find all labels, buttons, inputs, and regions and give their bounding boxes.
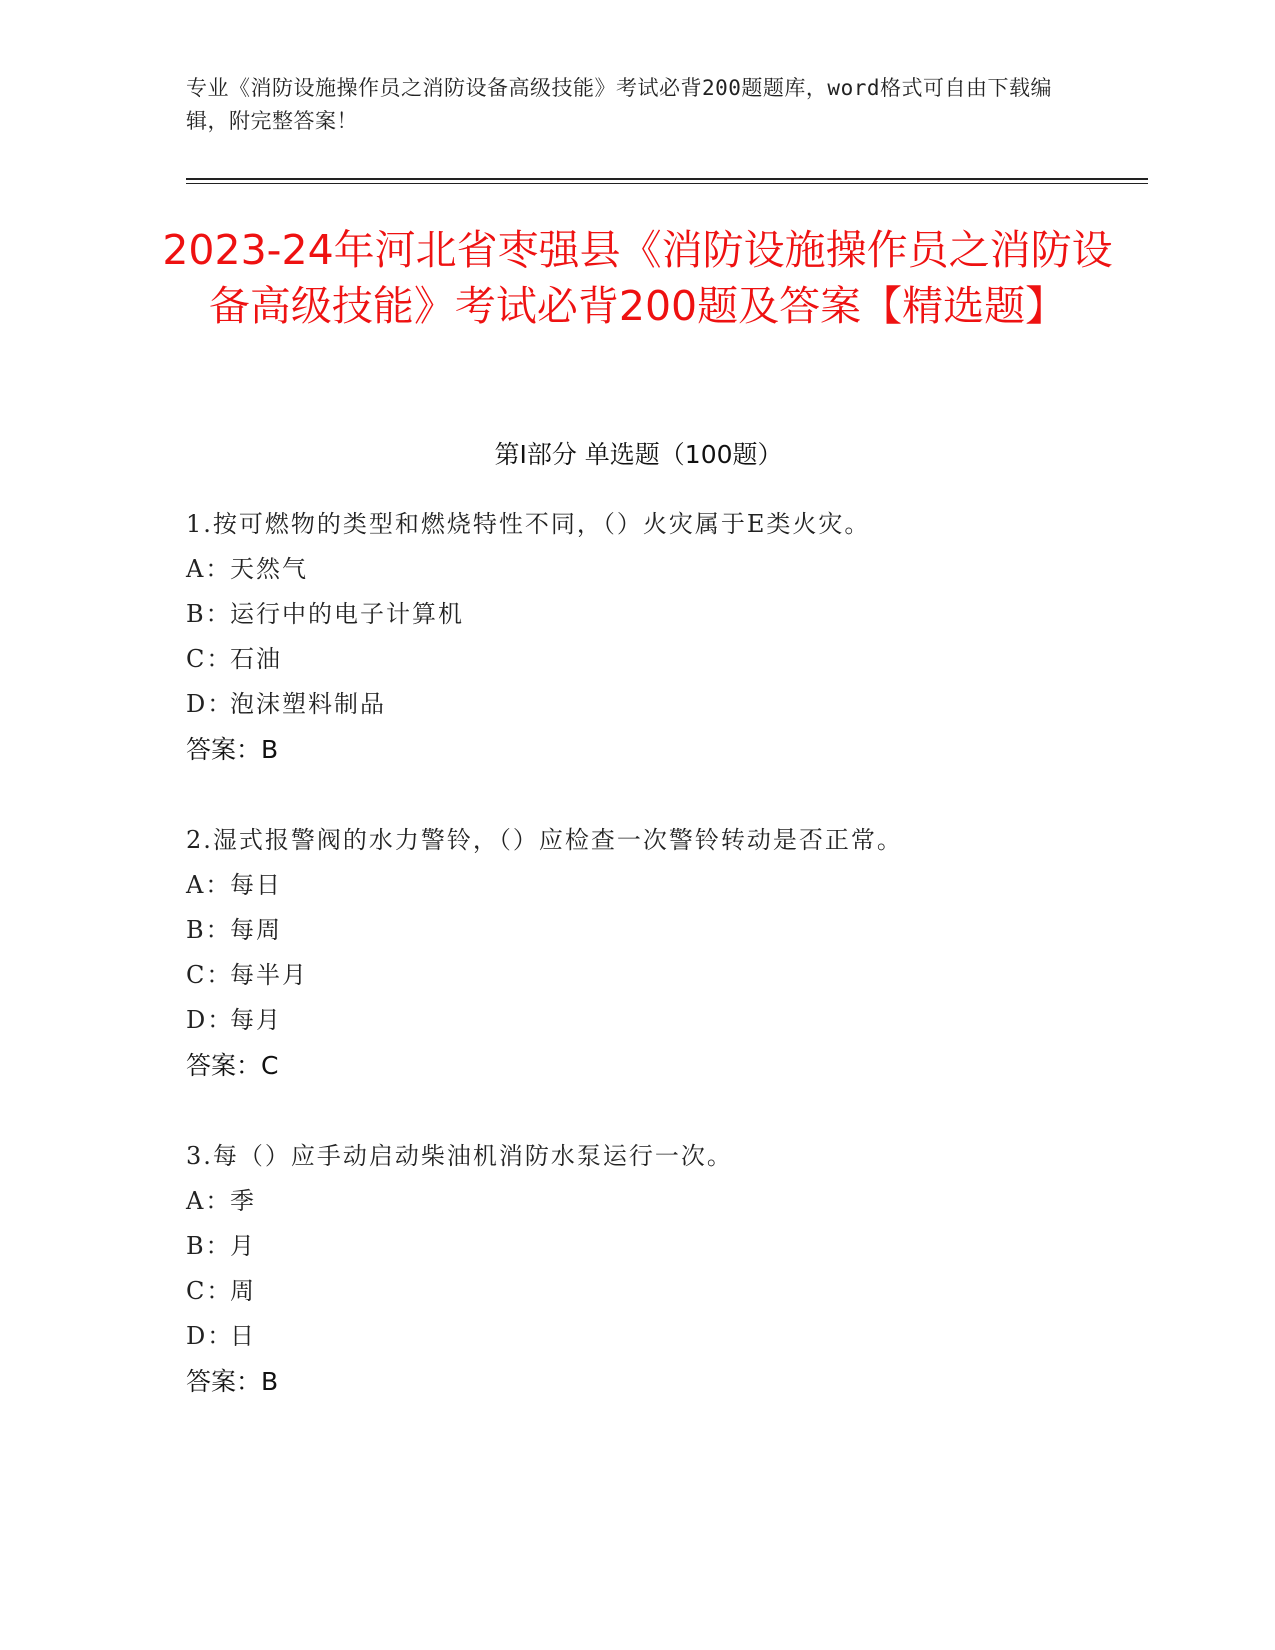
option-d <box>186 682 1086 727</box>
option-b <box>186 592 1086 637</box>
option-key: D： <box>186 690 234 718</box>
option-key: A： <box>186 555 232 583</box>
answer: 答案：C <box>186 1051 279 1080</box>
option-d <box>186 1314 1086 1359</box>
option-c <box>186 1269 1086 1314</box>
option-text: 泡沫塑料制品 <box>230 690 386 718</box>
option-key: C： <box>186 1277 233 1305</box>
option-key: A： <box>186 871 232 899</box>
document-title: 2023-24年河北省枣强县《消防设施操作员之消防设备高级技能》考试必背200题及答案【精选题】 <box>162 226 1113 330</box>
option-key: B： <box>186 1232 232 1260</box>
option-text: 每月 <box>230 1006 282 1034</box>
option-c <box>186 637 1086 682</box>
option-key: C： <box>186 961 233 989</box>
option-text: 日 <box>230 1322 256 1350</box>
option-key: D： <box>186 1006 234 1034</box>
header-divider-thick <box>186 178 1148 180</box>
option-a <box>186 863 1086 908</box>
option-a <box>186 1179 1086 1224</box>
section-title: 第Ⅰ部分 单选题（100题） <box>494 440 783 469</box>
option-text: 运行中的电子计算机 <box>230 600 464 628</box>
option-text: 天然气 <box>230 555 308 583</box>
option-b <box>186 1224 1086 1269</box>
option-key: D： <box>186 1322 234 1350</box>
option-text: 周 <box>230 1277 256 1305</box>
option-text: 每半月 <box>230 961 308 989</box>
option-text: 月 <box>230 1232 256 1260</box>
option-text: 每日 <box>230 871 282 899</box>
option-key: B： <box>186 600 232 628</box>
option-key: B： <box>186 916 232 944</box>
option-text: 每周 <box>230 916 282 944</box>
option-d <box>186 998 1086 1043</box>
option-c <box>186 953 1086 998</box>
question-3 <box>186 1134 1086 1404</box>
option-text: 石油 <box>230 645 282 673</box>
option-a <box>186 547 1086 592</box>
header-note: 专业《消防设施操作员之消防设备高级技能》考试必背200题题库，word格式可自由下载编辑，附完整答案！ <box>186 76 1052 133</box>
answer: 答案：B <box>186 1367 279 1396</box>
question-1 <box>186 502 1086 772</box>
question-stem: 1.按可燃物的类型和燃烧特性不同，（）火灾属于E类火灾。 <box>186 510 871 538</box>
option-key: A： <box>186 1187 232 1215</box>
option-key: C： <box>186 645 233 673</box>
answer: 答案：B <box>186 735 279 764</box>
question-2 <box>186 818 1086 1088</box>
option-text: 季 <box>230 1187 256 1215</box>
option-b <box>186 908 1086 953</box>
question-stem: 2.湿式报警阀的水力警铃，（）应检查一次警铃转动是否正常。 <box>186 826 903 854</box>
header-divider-thin <box>186 183 1148 184</box>
question-stem: 3.每（）应手动启动柴油机消防水泵运行一次。 <box>186 1142 733 1170</box>
